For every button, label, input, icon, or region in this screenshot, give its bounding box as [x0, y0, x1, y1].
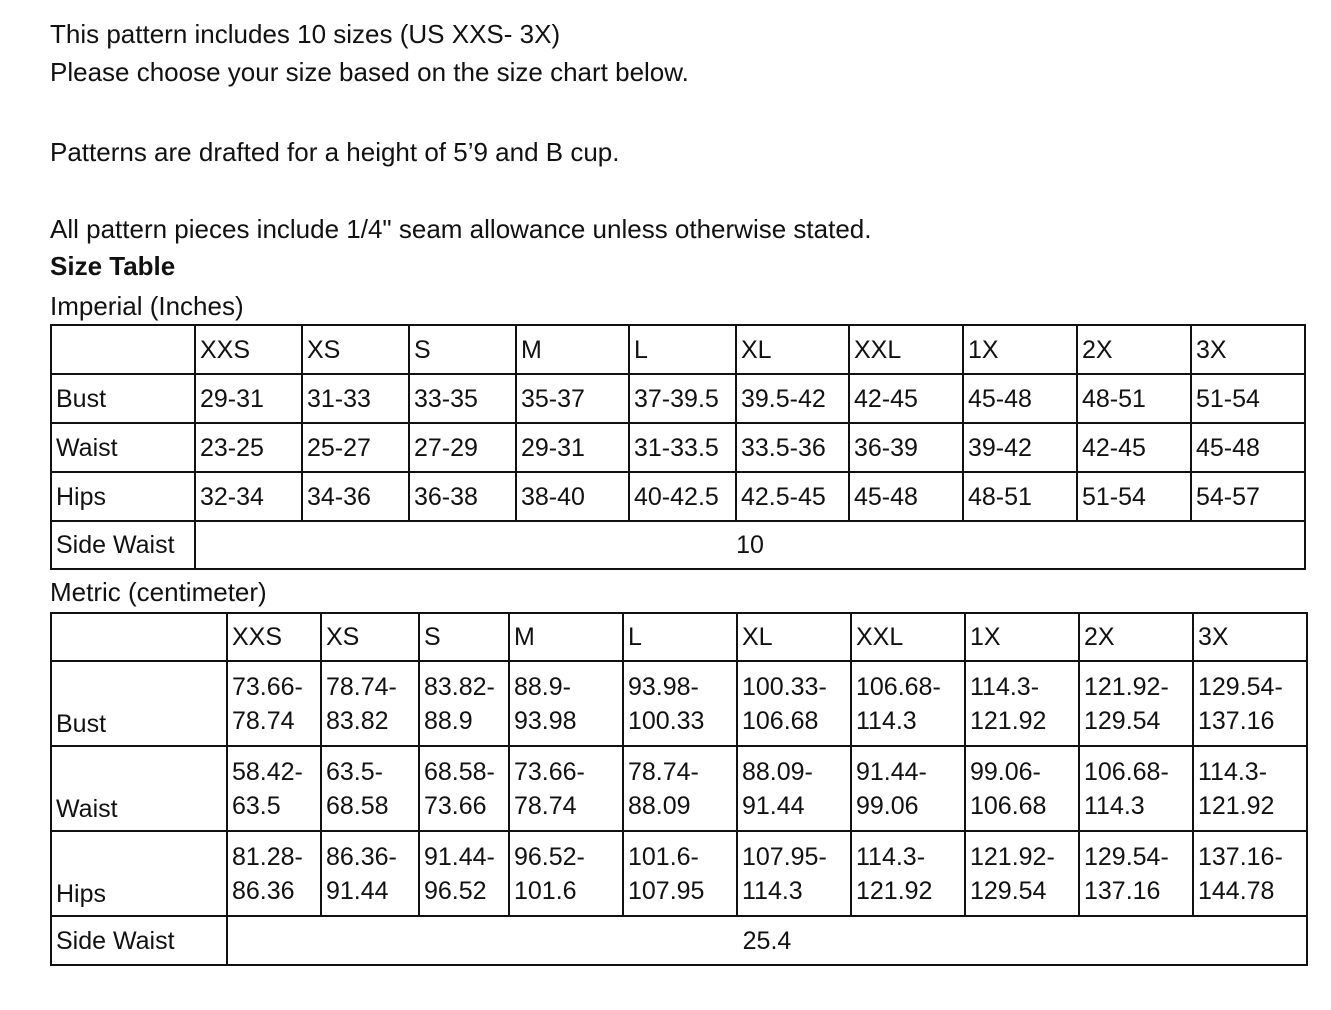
imperial-cell-waist-l: 31-33.5: [629, 423, 736, 472]
range-start: 137.16-: [1198, 842, 1283, 871]
range-start: 73.66-: [232, 672, 303, 701]
metric-row-hips: [51, 831, 1307, 916]
metric-row-side-waist: [51, 916, 1307, 965]
imperial-side-waist-value: 10: [195, 521, 1305, 569]
imperial-heading: Imperial (Inches): [50, 291, 244, 321]
metric-row-label-bust: Bust: [51, 661, 227, 746]
imperial-size-header-m: M: [516, 325, 629, 374]
range-start: 96.52-: [514, 842, 585, 871]
imperial-cell-hips-xs: 34-36: [302, 472, 409, 521]
range-start: 101.6-: [628, 842, 699, 871]
intro-line-height: Patterns are drafted for a height of 5’9 and B cup.: [50, 137, 620, 167]
metric-cell-waist-1x: [965, 746, 1079, 831]
metric-cell-waist-s: [419, 746, 509, 831]
range-end: 91.44: [742, 791, 805, 820]
imperial-size-header-1x: 1X: [963, 325, 1077, 374]
metric-cell-bust-xl: [737, 661, 851, 746]
range-end: 93.98: [514, 706, 577, 735]
metric-cell-waist-xl: [737, 746, 851, 831]
range-end: 106.68: [970, 791, 1047, 820]
imperial-cell-waist-2x: 42-45: [1077, 423, 1191, 472]
imperial-row-bust: [51, 374, 1305, 423]
imperial-cell-hips-s: 36-38: [409, 472, 516, 521]
imperial-cell-bust-2x: 48-51: [1077, 374, 1191, 423]
imperial-cell-hips-xl: 42.5-45: [736, 472, 849, 521]
range-end: 96.52: [424, 876, 487, 905]
range-start: 99.06-: [970, 757, 1041, 786]
imperial-cell-bust-xxs: 29-31: [195, 374, 302, 423]
imperial-cell-bust-s: 33-35: [409, 374, 516, 423]
range-start: 114.3-: [1198, 757, 1268, 786]
metric-size-header-m: M: [509, 613, 623, 661]
range-end: 129.54: [1084, 706, 1161, 735]
imperial-cell-waist-1x: 39-42: [963, 423, 1077, 472]
imperial-cell-bust-xl: 39.5-42: [736, 374, 849, 423]
imperial-row-hips: [51, 472, 1305, 521]
range-end: 78.74: [514, 791, 577, 820]
metric-cell-hips-1x: [965, 831, 1079, 916]
metric-cell-hips-3x: [1193, 831, 1307, 916]
metric-cell-waist-xxs: [227, 746, 321, 831]
range-start: 91.44-: [856, 757, 927, 786]
imperial-row-side-waist: [51, 521, 1305, 569]
range-start: 63.5-: [326, 757, 383, 786]
metric-size-header-xs: XS: [321, 613, 419, 661]
metric-size-header-3x: 3X: [1193, 613, 1307, 661]
metric-cell-bust-2x: [1079, 661, 1193, 746]
intro-line-sizes: This pattern includes 10 sizes (US XXS- 3X): [50, 19, 561, 49]
range-end: 101.6: [514, 876, 577, 905]
range-end: 91.44: [326, 876, 389, 905]
range-end: 121.92: [970, 706, 1047, 735]
metric-row-label-hips: Hips: [51, 831, 227, 916]
range-start: 58.42-: [232, 757, 303, 786]
range-start: 88.9-: [514, 672, 571, 701]
imperial-cell-bust-1x: 45-48: [963, 374, 1077, 423]
range-start: 114.3-: [856, 842, 926, 871]
range-end: 100.33: [628, 706, 705, 735]
metric-row-waist: [51, 746, 1307, 831]
imperial-size-header-xxl: XXL: [849, 325, 963, 374]
metric-cell-bust-xs: [321, 661, 419, 746]
metric-cell-hips-xs: [321, 831, 419, 916]
metric-row-label-side-waist: Side Waist: [51, 916, 227, 965]
range-end: 121.92: [856, 876, 933, 905]
metric-size-header-xl: XL: [737, 613, 851, 661]
metric-size-header-xxs: XXS: [227, 613, 321, 661]
range-start: 93.98-: [628, 672, 699, 701]
range-start: 106.68-: [1084, 757, 1169, 786]
range-end: 83.82: [326, 706, 389, 735]
range-start: 68.58-: [424, 757, 495, 786]
imperial-row-label-waist: Waist: [51, 423, 195, 472]
metric-size-header-l: L: [623, 613, 737, 661]
metric-cell-waist-3x: [1193, 746, 1307, 831]
range-start: 129.54-: [1084, 842, 1169, 871]
range-start: 86.36-: [326, 842, 397, 871]
imperial-size-header-l: L: [629, 325, 736, 374]
metric-cell-waist-l: [623, 746, 737, 831]
metric-size-header-2x: 2X: [1079, 613, 1193, 661]
range-end: 144.78: [1198, 876, 1275, 905]
range-end: 99.06: [856, 791, 919, 820]
metric-header-row: [51, 613, 1307, 661]
imperial-size-header-2x: 2X: [1077, 325, 1191, 374]
imperial-size-header-3x: 3X: [1191, 325, 1305, 374]
range-start: 78.74-: [326, 672, 397, 701]
imperial-cell-hips-l: 40-42.5: [629, 472, 736, 521]
metric-cell-hips-m: [509, 831, 623, 916]
range-end: 78.74: [232, 706, 295, 735]
metric-size-header-s: S: [419, 613, 509, 661]
imperial-cell-hips-m: 38-40: [516, 472, 629, 521]
metric-cell-hips-l: [623, 831, 737, 916]
range-start: 83.82-: [424, 672, 495, 701]
range-end: 63.5: [232, 791, 281, 820]
range-end: 137.16: [1198, 706, 1275, 735]
imperial-cell-waist-m: 29-31: [516, 423, 629, 472]
range-start: 91.44-: [424, 842, 495, 871]
imperial-row-label-bust: Bust: [51, 374, 195, 423]
range-start: 78.74-: [628, 757, 699, 786]
range-end: 121.92: [1198, 791, 1275, 820]
range-start: 129.54-: [1198, 672, 1283, 701]
range-end: 107.95: [628, 876, 705, 905]
imperial-cell-waist-s: 27-29: [409, 423, 516, 472]
imperial-cell-bust-l: 37-39.5: [629, 374, 736, 423]
range-end: 88.09: [628, 791, 691, 820]
imperial-size-header-s: S: [409, 325, 516, 374]
metric-cell-bust-3x: [1193, 661, 1307, 746]
metric-cell-bust-xxs: [227, 661, 321, 746]
metric-row-bust: [51, 661, 1307, 746]
range-end: 114.3: [1084, 791, 1145, 820]
imperial-row-waist: [51, 423, 1305, 472]
range-end: 129.54: [970, 876, 1047, 905]
imperial-cell-bust-m: 35-37: [516, 374, 629, 423]
metric-cell-hips-2x: [1079, 831, 1193, 916]
range-end: 86.36: [232, 876, 295, 905]
imperial-cell-hips-xxl: 45-48: [849, 472, 963, 521]
imperial-cell-bust-3x: 51-54: [1191, 374, 1305, 423]
imperial-size-header-xxs: XXS: [195, 325, 302, 374]
imperial-cell-waist-3x: 45-48: [1191, 423, 1305, 472]
range-start: 73.66-: [514, 757, 585, 786]
range-end: 114.3: [742, 876, 803, 905]
size-table-heading: Size Table: [50, 251, 176, 281]
metric-row-label-waist: Waist: [51, 746, 227, 831]
metric-size-table: [50, 612, 1308, 966]
imperial-cell-bust-xs: 31-33: [302, 374, 409, 423]
range-start: 106.68-: [856, 672, 941, 701]
imperial-cell-waist-xs: 25-27: [302, 423, 409, 472]
range-end: 88.9: [424, 706, 473, 735]
imperial-size-header-xl: XL: [736, 325, 849, 374]
metric-cell-bust-l: [623, 661, 737, 746]
metric-side-waist-value: 25.4: [227, 916, 1307, 965]
range-end: 114.3: [856, 706, 917, 735]
metric-heading: Metric (centimeter): [50, 577, 267, 607]
metric-cell-waist-m: [509, 746, 623, 831]
metric-cell-waist-xs: [321, 746, 419, 831]
imperial-row-label-side-waist: Side Waist: [51, 521, 195, 569]
range-end: 137.16: [1084, 876, 1161, 905]
metric-cell-bust-1x: [965, 661, 1079, 746]
imperial-row-label-hips: Hips: [51, 472, 195, 521]
range-start: 100.33-: [742, 672, 827, 701]
imperial-header-row: [51, 325, 1305, 374]
imperial-cell-hips-xxs: 32-34: [195, 472, 302, 521]
intro-line-choose: Please choose your size based on the size chart below.: [50, 57, 689, 87]
metric-cell-waist-2x: [1079, 746, 1193, 831]
imperial-cell-waist-xxl: 36-39: [849, 423, 963, 472]
metric-cell-hips-s: [419, 831, 509, 916]
metric-corner-cell: [51, 613, 227, 661]
imperial-corner-cell: [51, 325, 195, 374]
range-start: 121.92-: [970, 842, 1055, 871]
range-start: 81.28-: [232, 842, 303, 871]
imperial-cell-hips-1x: 48-51: [963, 472, 1077, 521]
range-end: 106.68: [742, 706, 819, 735]
imperial-size-table: [50, 324, 1306, 570]
metric-size-header-xxl: XXL: [851, 613, 965, 661]
metric-cell-hips-xl: [737, 831, 851, 916]
metric-cell-hips-xxl: [851, 831, 965, 916]
imperial-cell-hips-3x: 54-57: [1191, 472, 1305, 521]
metric-cell-bust-xxl: [851, 661, 965, 746]
metric-cell-bust-s: [419, 661, 509, 746]
metric-cell-hips-xxs: [227, 831, 321, 916]
imperial-cell-waist-xxs: 23-25: [195, 423, 302, 472]
imperial-cell-hips-2x: 51-54: [1077, 472, 1191, 521]
metric-size-header-1x: 1X: [965, 613, 1079, 661]
range-start: 114.3-: [970, 672, 1040, 701]
imperial-cell-bust-xxl: 42-45: [849, 374, 963, 423]
range-end: 68.58: [326, 791, 389, 820]
range-end: 73.66: [424, 791, 487, 820]
intro-line-seam: All pattern pieces include 1/4" seam allowance unless otherwise stated.: [50, 214, 872, 244]
imperial-cell-waist-xl: 33.5-36: [736, 423, 849, 472]
metric-cell-bust-m: [509, 661, 623, 746]
range-start: 107.95-: [742, 842, 827, 871]
range-start: 88.09-: [742, 757, 813, 786]
imperial-size-header-xs: XS: [302, 325, 409, 374]
range-start: 121.92-: [1084, 672, 1169, 701]
metric-cell-waist-xxl: [851, 746, 965, 831]
